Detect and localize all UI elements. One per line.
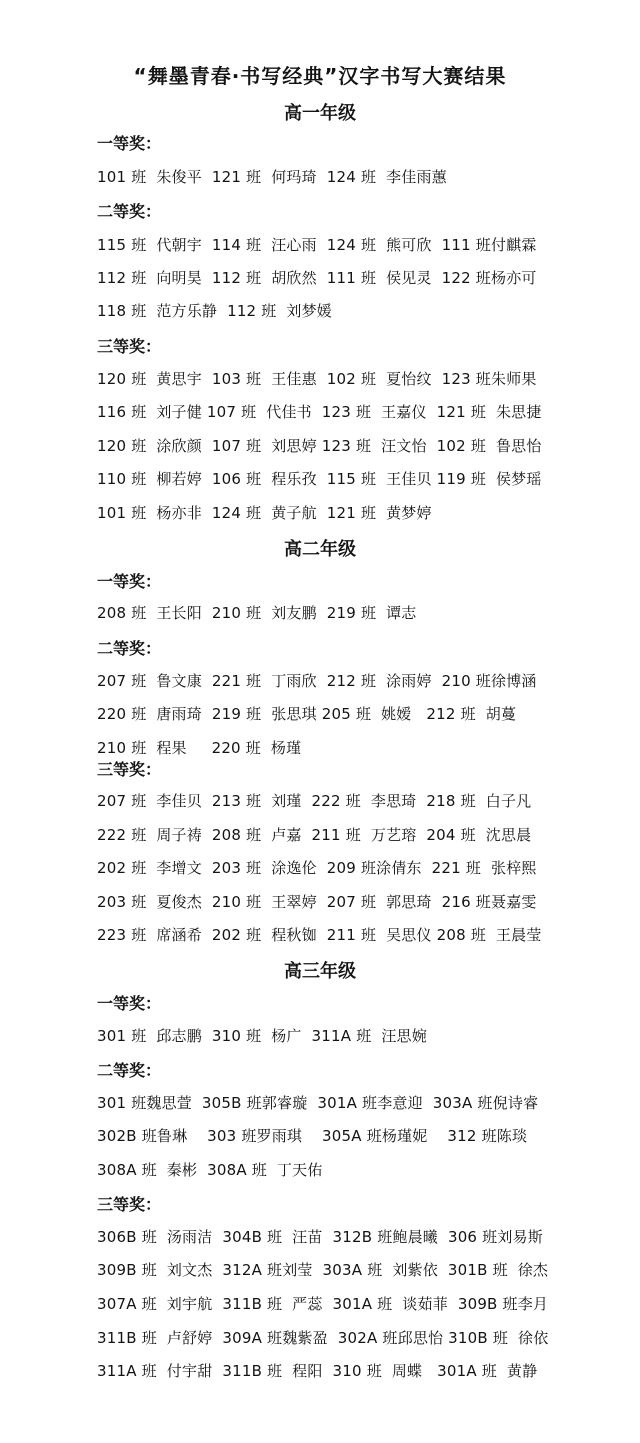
grade2-third-line-4: 203 班 夏俊杰 210 班 王翠婷 207 班 郭思琦 216 班聂嘉雯 <box>97 893 537 911</box>
grade2-second-prize-label: 二等奖： <box>97 639 162 658</box>
grade3-third-line-4: 311B 班 卢舒婷 309A 班魏紫盈 302A 班邱思怡 310B 班 徐依 <box>97 1329 549 1347</box>
grade2-third-line-2: 222 班 周子祷 208 班 卢嘉 211 班 万艺瑢 204 班 沈思晨 <box>97 826 532 844</box>
grade3-heading: 高三年级 <box>284 961 356 982</box>
grade2-third-line-3: 202 班 李增文 203 班 涂逸伦 209 班涂倩东 221 班 张梓熙 <box>97 859 537 877</box>
grade1-heading: 高一年级 <box>284 103 356 124</box>
grade3-third-prize-label: 三等奖： <box>97 1195 162 1214</box>
grade2-third-line-1: 207 班 李佳贝 213 班 刘瑾 222 班 李思琦 218 班 白子凡 <box>97 792 532 810</box>
document-title: “舞墨青春·书写经典”汉字书写大赛结果 <box>133 64 507 88</box>
grade3-second-line-1: 301 班魏思萱 305B 班郭睿璇 301A 班李意迎 303A 班倪诗睿 <box>97 1094 539 1112</box>
grade3-second-line-2: 302B 班鲁琳 303 班罗雨琪 305A 班杨瑾妮 312 班陈琰 <box>97 1127 528 1145</box>
grade3-second-line-3: 308A 班 秦彬 308A 班 丁天佑 <box>97 1161 323 1179</box>
grade2-second-line-3: 210 班 程果 220 班 杨瑾 <box>97 739 302 757</box>
grade3-third-line-1: 306B 班 汤雨洁 304B 班 汪苗 312B 班鲍晨曦 306 班刘易斯 <box>97 1228 543 1246</box>
grade2-third-prize-label: 三等奖： <box>97 760 162 779</box>
grade2-second-line-1: 207 班 鲁文康 221 班 丁雨欣 212 班 涂雨婷 210 班徐博涵 <box>97 672 537 690</box>
grade3-first-line-1: 301 班 邱志鹏 310 班 杨广 311A 班 汪思婉 <box>97 1027 427 1045</box>
grade1-second-line-1: 115 班 代朝宇 114 班 汪心雨 124 班 熊可欣 111 班付麒霖 <box>97 236 537 254</box>
grade1-second-prize-label: 二等奖： <box>97 202 162 221</box>
grade1-third-prize-label: 三等奖： <box>97 337 162 356</box>
grade2-first-prize-label: 一等奖： <box>97 572 162 591</box>
grade1-second-line-3: 118 班 范方乐静 112 班 刘梦媛 <box>97 302 333 320</box>
grade1-first-line-1: 101 班 朱俊平 121 班 何玛琦 124 班 李佳雨蕙 <box>97 168 447 186</box>
grade3-third-line-5: 311A 班 付宇甜 311B 班 程阳 310 班 周蝶 301A 班 黄静 <box>97 1362 538 1380</box>
grade3-third-line-2: 309B 班 刘文杰 312A 班刘莹 303A 班 刘紫依 301B 班 徐杰 <box>97 1261 549 1279</box>
grade1-third-line-2: 116 班 刘子健 107 班 代佳书 123 班 王嘉仪 121 班 朱思捷 <box>97 403 542 421</box>
grade2-heading: 高二年级 <box>284 539 356 560</box>
grade2-third-line-5: 223 班 席涵希 202 班 程秋铷 211 班 吴思仪 208 班 王晨莹 <box>97 926 542 944</box>
grade1-third-line-1: 120 班 黄思宇 103 班 王佳惠 102 班 夏怡纹 123 班朱师果 <box>97 370 537 388</box>
grade1-third-line-3: 120 班 涂欣颜 107 班 刘思婷 123 班 汪文怡 102 班 鲁思怡 <box>97 437 542 455</box>
grade1-third-line-5: 101 班 杨亦非 124 班 黄子航 121 班 黄梦婷 <box>97 504 432 522</box>
grade3-third-line-3: 307A 班 刘宇航 311B 班 严蕊 301A 班 谈茹菲 309B 班李月 <box>97 1295 549 1313</box>
grade1-second-line-2: 112 班 向明昊 112 班 胡欣然 111 班 侯见灵 122 班杨亦可 <box>97 269 537 287</box>
grade2-second-line-2: 220 班 唐雨琦 219 班 张思琪 205 班 姚嫒 212 班 胡蔓 <box>97 705 517 723</box>
grade3-second-prize-label: 二等奖： <box>97 1061 162 1080</box>
grade1-first-prize-label: 一等奖： <box>97 134 162 153</box>
grade1-third-line-4: 110 班 柳若婷 106 班 程乐孜 115 班 王佳贝 119 班 侯梦瑶 <box>97 470 542 488</box>
grade3-first-prize-label: 一等奖： <box>97 994 162 1013</box>
grade2-first-line-1: 208 班 王长阳 210 班 刘友鹏 219 班 谭志 <box>97 604 417 622</box>
